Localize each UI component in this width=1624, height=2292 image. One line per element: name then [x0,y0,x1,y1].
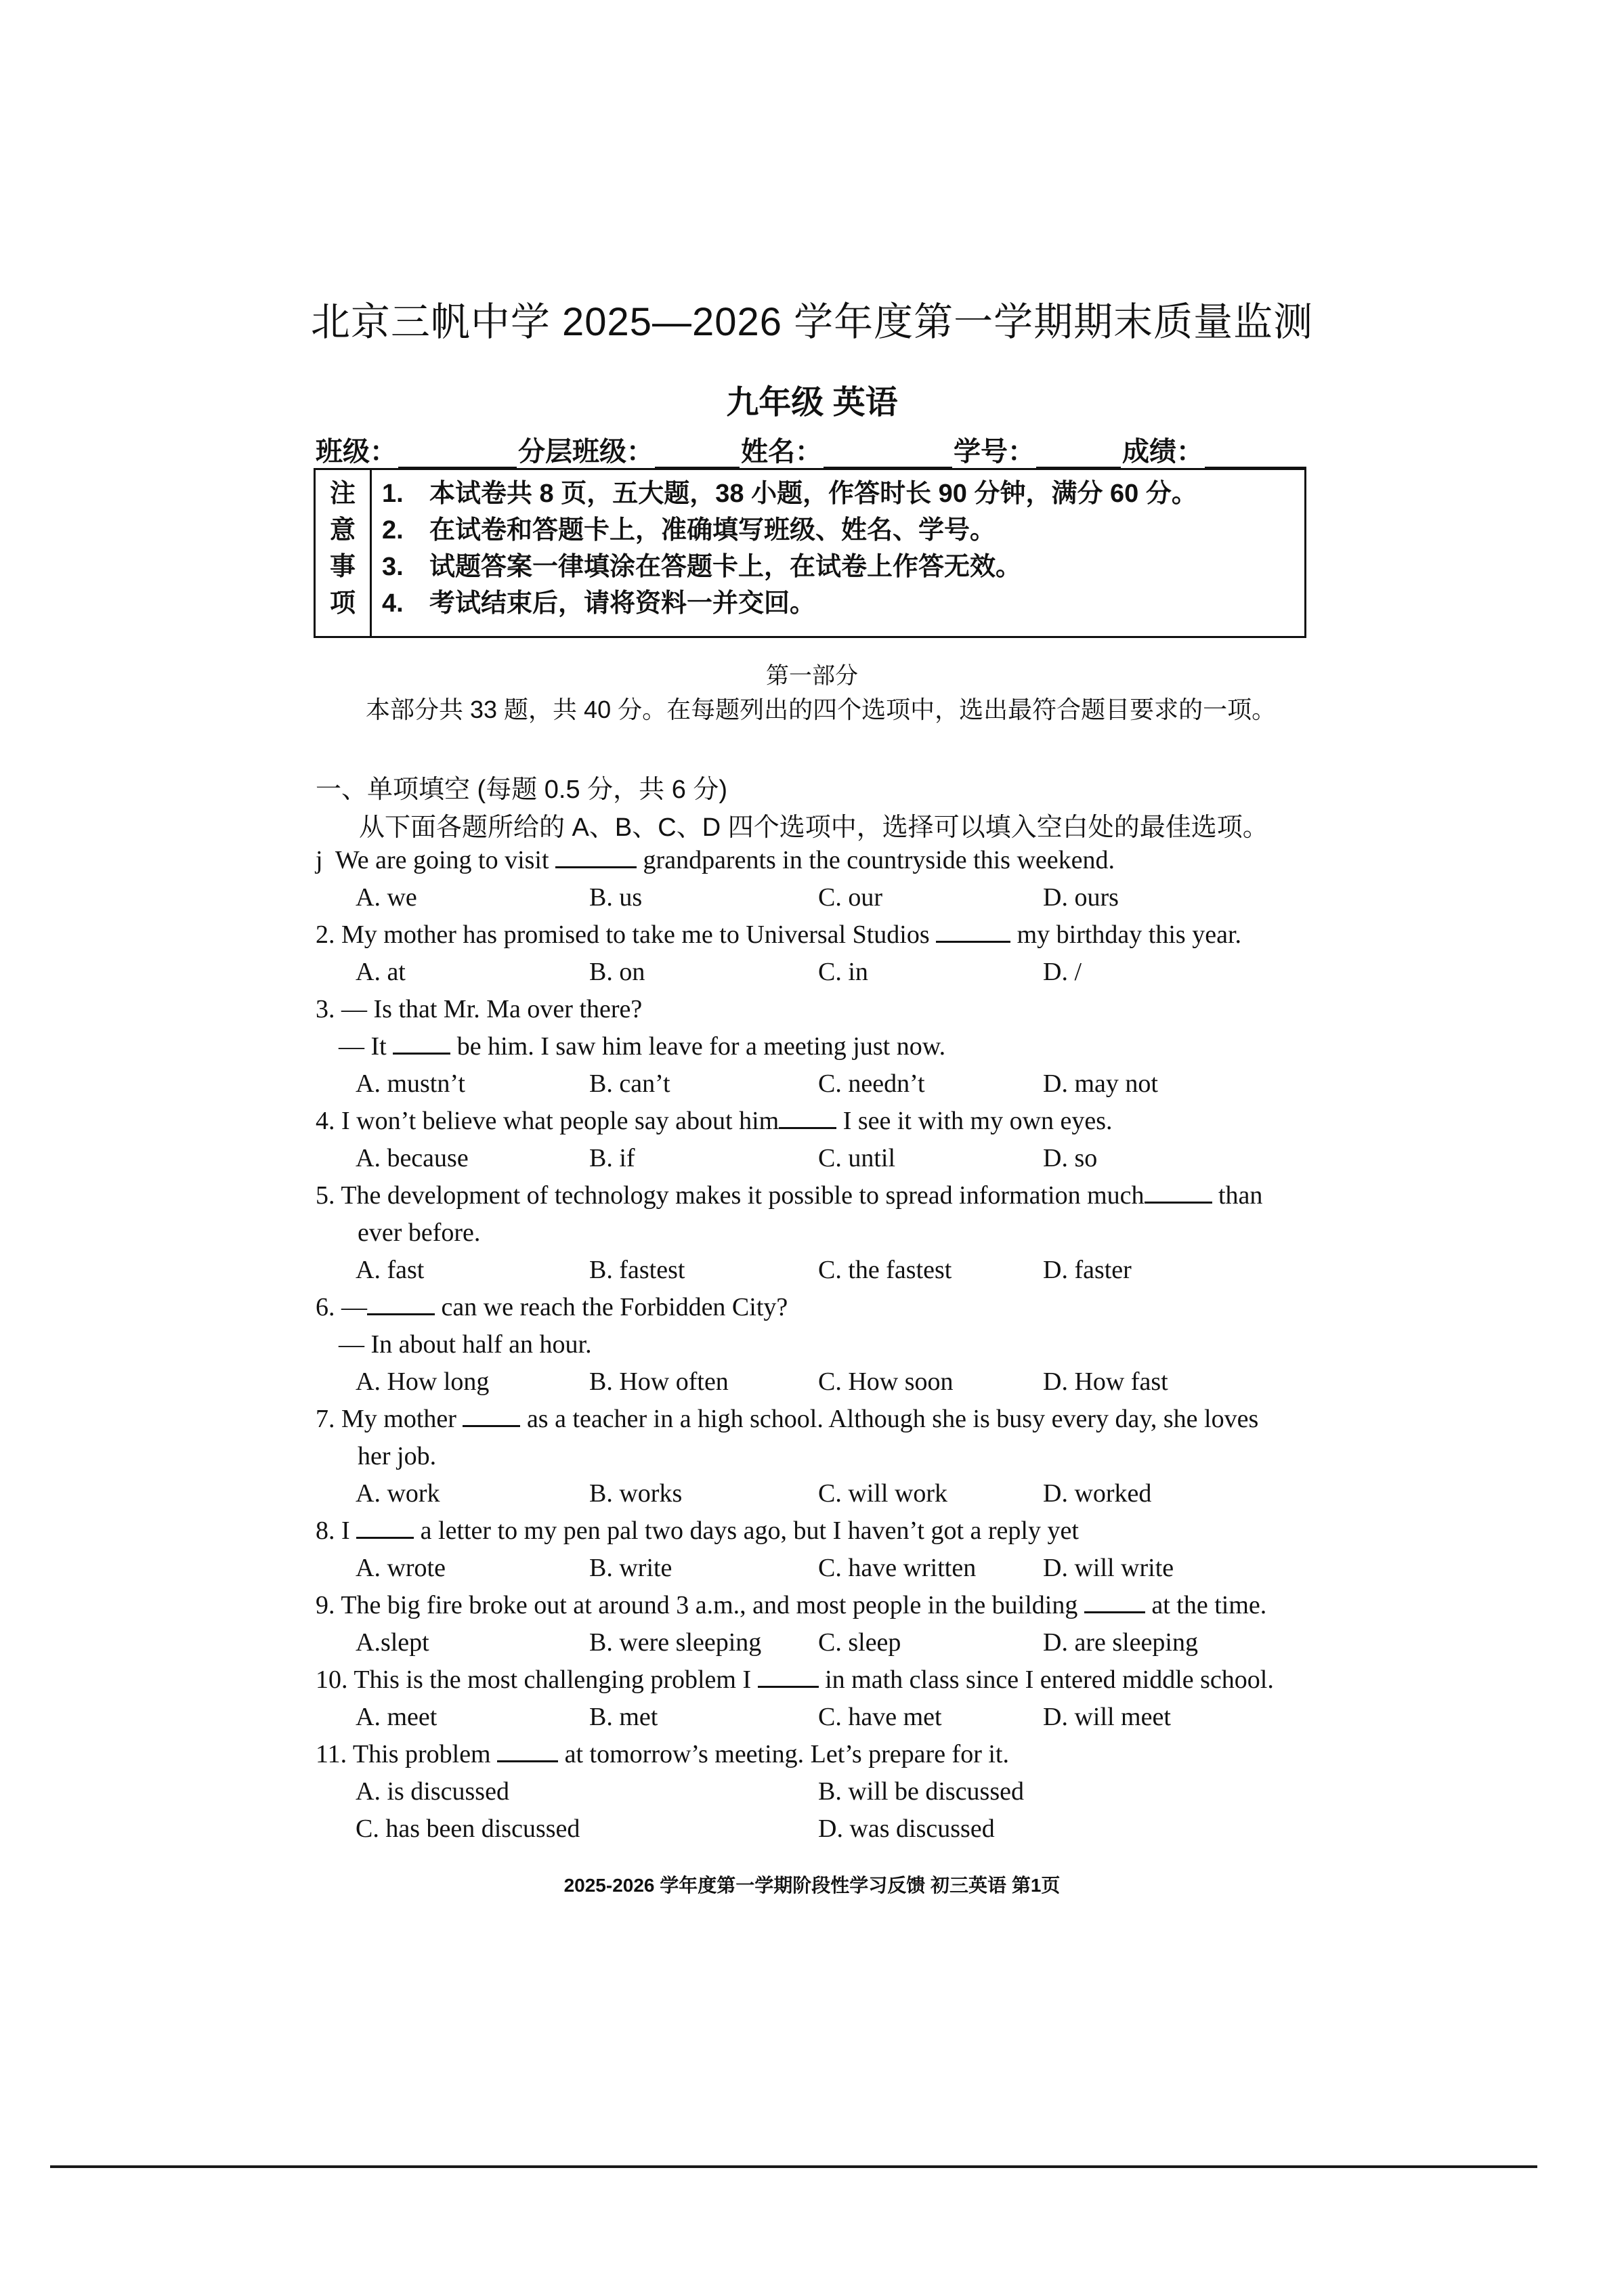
option-d: D. How fast [1043,1367,1168,1396]
question-text: — Is that Mr. Ma over there? [341,995,643,1023]
option-b: B. met [589,1703,658,1731]
question-text: as a teacher in a high school. Although she is busy every day, she loves [520,1405,1259,1433]
option-a: A.slept [356,1628,429,1657]
option-b: B. works [589,1479,683,1508]
answer-blank [1084,1591,1145,1613]
question-7 [316,1404,1258,1434]
class-label: 班级： [316,437,397,467]
notice-num: 1. [382,480,404,508]
notice-side-char: 事 [329,553,356,581]
score-field[interactable] [1205,441,1306,469]
question-text: my birthday this year. [1010,920,1241,949]
option-a: A. wrote [356,1554,446,1582]
question-text: — It [339,1032,393,1061]
question-9 [316,1590,1266,1620]
question-continuation: ever before. [358,1218,481,1247]
option-d: D. worked [1043,1479,1152,1508]
notice-num: 4. [382,589,404,618]
option-a: A. mustn’t [356,1069,465,1098]
notice-box [314,468,1306,638]
section-instruction: 从下面各题所给的 A、B、C、D 四个选项中，选择可以填入空白处的最佳选项。 [359,813,1268,842]
option-d: D. was discussed [818,1814,995,1843]
question-text: — [341,1293,367,1321]
option-b: B. will be discussed [818,1777,1024,1806]
question-number: 4. [316,1107,335,1135]
question-11 [316,1739,1009,1769]
option-c: C. needn’t [818,1069,925,1098]
question-text: I [341,1516,357,1545]
question-6-reply: — In about half an hour. [339,1330,592,1359]
question-continuation: her job. [358,1442,437,1470]
option-d: D. / [1043,958,1082,986]
question-text: My mother has promised to take me to Universal Studios [341,920,937,949]
notice-side-char: 项 [329,589,356,618]
notice-side-char: 注 [329,480,356,508]
question-2 [316,920,1241,950]
option-c: C. have written [818,1554,977,1582]
option-b: B. How often [589,1367,729,1396]
notice-text: 在试卷和答题卡上，准确填写班级、姓名、学号。 [429,516,996,545]
question-text: in math class since I entered middle school. [818,1665,1274,1694]
question-number: j [316,846,323,874]
notice-item [382,585,1197,622]
option-d: D. are sleeping [1043,1628,1198,1657]
section-heading: 一、单项填空 (每题 0.5 分，共 6 分) [316,776,728,804]
notice-side-char: 意 [329,516,356,545]
notice-item [382,512,1197,549]
question-text: at tomorrow’s meeting. Let’s prepare for it. [558,1740,1009,1768]
notice-side-label [316,475,370,622]
part-title: 第一部分 [766,663,858,689]
option-c: C. until [818,1144,896,1172]
question-text: be him. I saw him leave for a meeting just now. [450,1032,946,1061]
exam-title: 北京三帆中学 2025—2026 学年度第一学期期末质量监测 [310,300,1314,344]
option-a: A. because [356,1144,469,1172]
question-1 [316,845,1115,875]
question-3 [316,994,642,1024]
notice-text: 考试结束后，请将资料一并交回。 [429,589,816,618]
option-d: D. may not [1043,1069,1158,1098]
answer-blank [497,1740,558,1762]
notice-divider [370,470,372,636]
option-a: A. we [356,883,417,912]
question-number: 5. [316,1181,335,1210]
name-label: 姓名： [741,437,822,467]
notice-items [382,475,1197,622]
option-d: D. will write [1043,1554,1174,1582]
option-b: B. were sleeping [589,1628,762,1657]
question-text: at the time. [1145,1591,1267,1619]
question-number: 7. [316,1405,335,1433]
option-a: A. How long [356,1367,490,1396]
option-d: D. faster [1043,1256,1132,1284]
question-5 [316,1181,1262,1210]
exam-subtitle: 九年级 英语 [726,385,898,421]
class-field[interactable] [398,441,517,469]
answer-blank [936,920,1010,943]
question-text: We are going to visit [335,846,556,874]
question-text: can we reach the Forbidden City? [435,1293,788,1321]
option-c: C. sleep [818,1628,901,1657]
question-4 [316,1106,1113,1136]
question-text: a letter to my pen pal two days ago, but I haven’t got a reply yet [414,1516,1079,1545]
question-text: The development of technology makes it possible to spread information much [341,1181,1145,1210]
answer-blank [758,1665,819,1688]
score-label: 成绩： [1122,437,1203,467]
notice-item [382,475,1197,512]
question-6 [316,1292,788,1322]
notice-num: 2. [382,516,404,545]
question-text: grandparents in the countryside this weekend. [637,846,1115,874]
option-a: A. is discussed [356,1777,509,1806]
option-d: D. so [1043,1144,1098,1172]
answer-blank [779,1107,836,1129]
option-b: B. can’t [589,1069,670,1098]
answer-blank [1145,1181,1212,1204]
answer-blank [367,1293,435,1315]
option-c: C. the fastest [818,1256,952,1284]
option-a: A. at [356,958,406,986]
option-d: D. will meet [1043,1703,1171,1731]
notice-text: 试题答案一律填涂在答题卡上，在试卷上作答无效。 [429,553,1022,581]
option-b: B. on [589,958,645,986]
student-id-label: 学号： [954,437,1035,467]
question-8 [316,1516,1079,1546]
option-b: B. write [589,1554,672,1582]
option-d: D. ours [1043,883,1119,912]
question-text: This is the most challenging problem I [354,1665,758,1694]
question-number: 11. [316,1740,347,1768]
name-field[interactable] [824,441,952,469]
option-c: C. will work [818,1479,948,1508]
answer-blank [393,1032,450,1055]
part-description: 本部分共 33 题，共 40 分。在每题列出的四个选项中，选出最符合题目要求的一项。 [366,696,1277,723]
notice-num: 3. [382,553,404,581]
tier-class-label: 分层班级： [518,437,654,467]
question-number: 3. [316,995,335,1023]
option-c: C. have met [818,1703,942,1731]
question-text: I see it with my own eyes. [836,1107,1113,1135]
question-number: 2. [316,920,335,949]
option-b: B. fastest [589,1256,685,1284]
answer-blank [555,846,637,868]
question-text: than [1212,1181,1263,1210]
option-a: A. fast [356,1256,425,1284]
option-c: C. has been discussed [356,1814,580,1843]
notice-item [382,549,1197,585]
question-text: My mother [341,1405,463,1433]
option-c: C. in [818,958,868,986]
student-id-field[interactable] [1036,441,1121,469]
option-b: B. us [589,883,643,912]
answer-blank [356,1516,414,1539]
option-a: A. meet [356,1703,437,1731]
question-number: 8. [316,1516,335,1545]
question-text: The big fire broke out at around 3 a.m., and most people in the building [341,1591,1084,1619]
page-footer: 2025-2026 学年度第一学期阶段性学习反馈 初三英语 第1页 [563,1875,1061,1896]
tier-class-field[interactable] [655,441,740,469]
question-3-reply [339,1032,945,1061]
option-c: C. our [818,883,882,912]
option-b: B. if [589,1144,635,1172]
question-text: This problem [352,1740,498,1768]
student-info-row [316,436,1308,469]
answer-blank [463,1405,520,1427]
option-a: A. work [356,1479,440,1508]
question-number: 9. [316,1591,335,1619]
question-10 [316,1665,1274,1695]
option-c: C. How soon [818,1367,954,1396]
question-number: 10. [316,1665,348,1694]
question-text: I won’t believe what people say about him [341,1107,779,1135]
question-number: 6. [316,1293,335,1321]
notice-text: 本试卷共 8 页，五大题，38 小题，作答时长 90 分钟，满分 60 分。 [429,480,1197,508]
bottom-divider [50,2165,1537,2168]
